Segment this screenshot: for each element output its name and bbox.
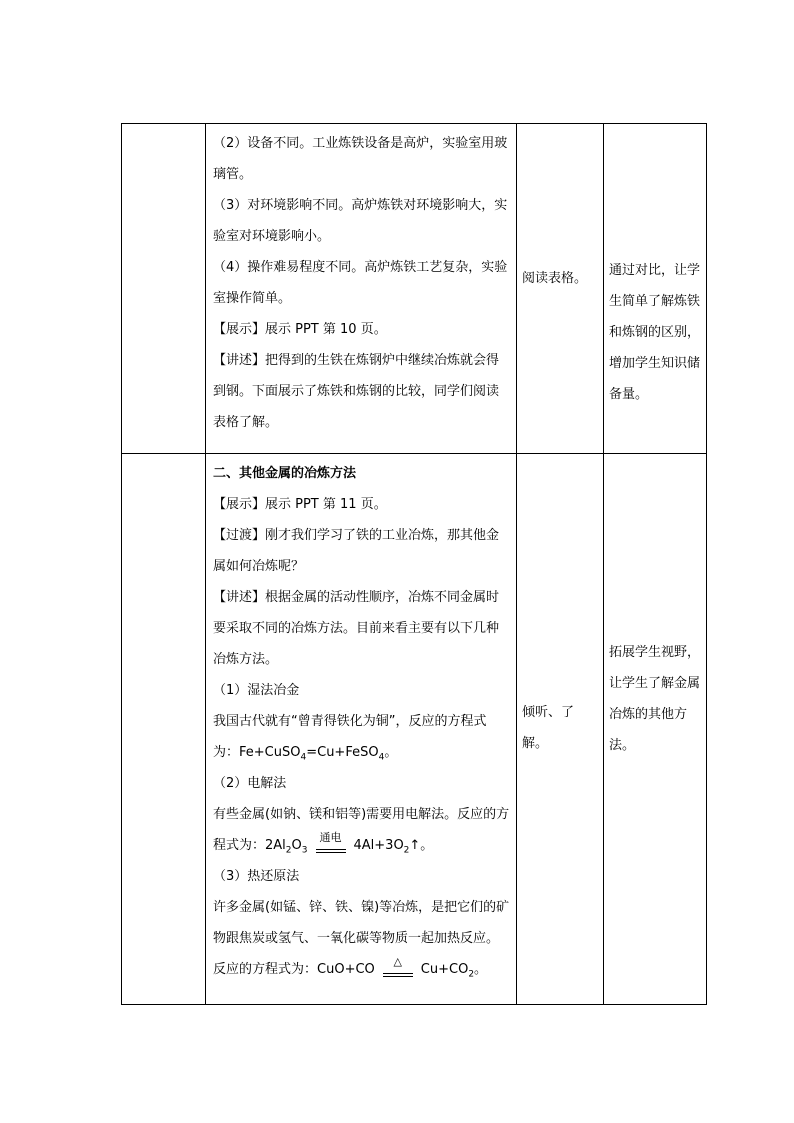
student-activity-cell (517, 454, 604, 1005)
reaction-condition: △ (393, 954, 403, 968)
line: （2）电解法 (213, 776, 287, 791)
line: 【展示】展示 PPT 第 10 页。 (213, 322, 387, 337)
line: （3）对环境影响不同。高炉炼铁对环境影响大，实验室对环境影响小。 (213, 198, 508, 244)
equation-1 (239, 745, 398, 763)
eq-part: CuO+CO (317, 962, 375, 977)
reaction-condition: 通电 (319, 830, 342, 844)
eq-sub: 3 (301, 845, 308, 856)
eq-sub: 4 (378, 752, 385, 763)
stage-cell (122, 454, 206, 1005)
eq-part: ↑。 (409, 838, 434, 853)
equation-3 (317, 954, 488, 980)
line: （3）热还原法 (213, 869, 300, 884)
line: （2）设备不同。工业炼铁设备是高炉，实验室用玻璃管。 (213, 136, 508, 182)
eq-sub: 4 (300, 752, 307, 763)
line (213, 799, 511, 861)
eq-sub: 2 (285, 845, 292, 856)
section-heading: 二、其他金属的冶炼方法 (213, 466, 357, 481)
line: 【展示】展示 PPT 第 11 页。 (213, 497, 387, 512)
line: 【过渡】刚才我们学习了铁的工业冶炼，那其他金属如何冶炼呢？ (213, 528, 500, 574)
equation-2 (265, 830, 434, 856)
reaction-arrow (312, 830, 350, 856)
design-purpose-cell (604, 454, 707, 1005)
stage-cell (122, 124, 206, 454)
eq-part: 。 (474, 962, 488, 977)
line: （4）操作难易程度不同。高炉炼铁工艺复杂，实验室操作简单。 (213, 260, 508, 306)
eq-part: 2Al (265, 838, 286, 853)
design-purpose-cell (604, 124, 707, 454)
line-text: 有些金属(如钠、镁和铝等)需要用电解法。反应的方程式为： (213, 807, 510, 853)
eq-sub: 2 (403, 845, 410, 856)
line (213, 892, 511, 985)
line (213, 706, 511, 768)
eq-part: =Cu+FeSO (306, 745, 379, 760)
teacher-activity-cell (206, 124, 517, 454)
eq-sub: 2 (468, 969, 475, 980)
teacher-activity-cell (206, 454, 517, 1005)
design-purpose-text: 通过对比，让学生简单了解炼铁和炼钢的区别，增加学生知识储备量。 (609, 263, 701, 402)
eq-part: 。 (384, 745, 398, 760)
eq-part: 4Al+3O (353, 838, 404, 853)
student-activity-cell (517, 124, 604, 454)
line: 【讲述】把得到的生铁在炼钢炉中继续冶炼就会得到钢。下面展示了炼铁和炼钢的比较，同学们阅读表格了解。 (213, 353, 500, 430)
table-row (122, 454, 707, 1005)
reaction-arrow (379, 954, 417, 980)
table-row (122, 124, 707, 454)
eq-part: Fe+CuSO (239, 745, 301, 760)
line-text: 我国古代就有“曾青得铁化为铜”，反应的方程式为： (213, 714, 487, 760)
design-purpose-text: 拓展学生视野，让学生了解金属冶炼的其他方法。 (609, 645, 701, 753)
line: （1）湿法冶金 (213, 683, 300, 698)
line-text: 许多金属(如锰、锌、铁、镍)等冶炼，是把它们的矿物跟焦炭或氢气、一氧化碳等物质一起加热反应。反应的方程式为： (213, 900, 510, 977)
eq-part: Cu+CO (420, 962, 469, 977)
lesson-table (121, 123, 707, 1005)
student-activity-text: 倾听、了解。 (522, 704, 575, 751)
student-activity-text: 阅读表格。 (522, 271, 588, 286)
line: 【讲述】根据金属的活动性顺序，冶炼不同金属时要采取不同的冶炼方法。目前来看主要有以下几种冶炼方法。 (213, 590, 500, 667)
eq-part: O (291, 838, 302, 853)
